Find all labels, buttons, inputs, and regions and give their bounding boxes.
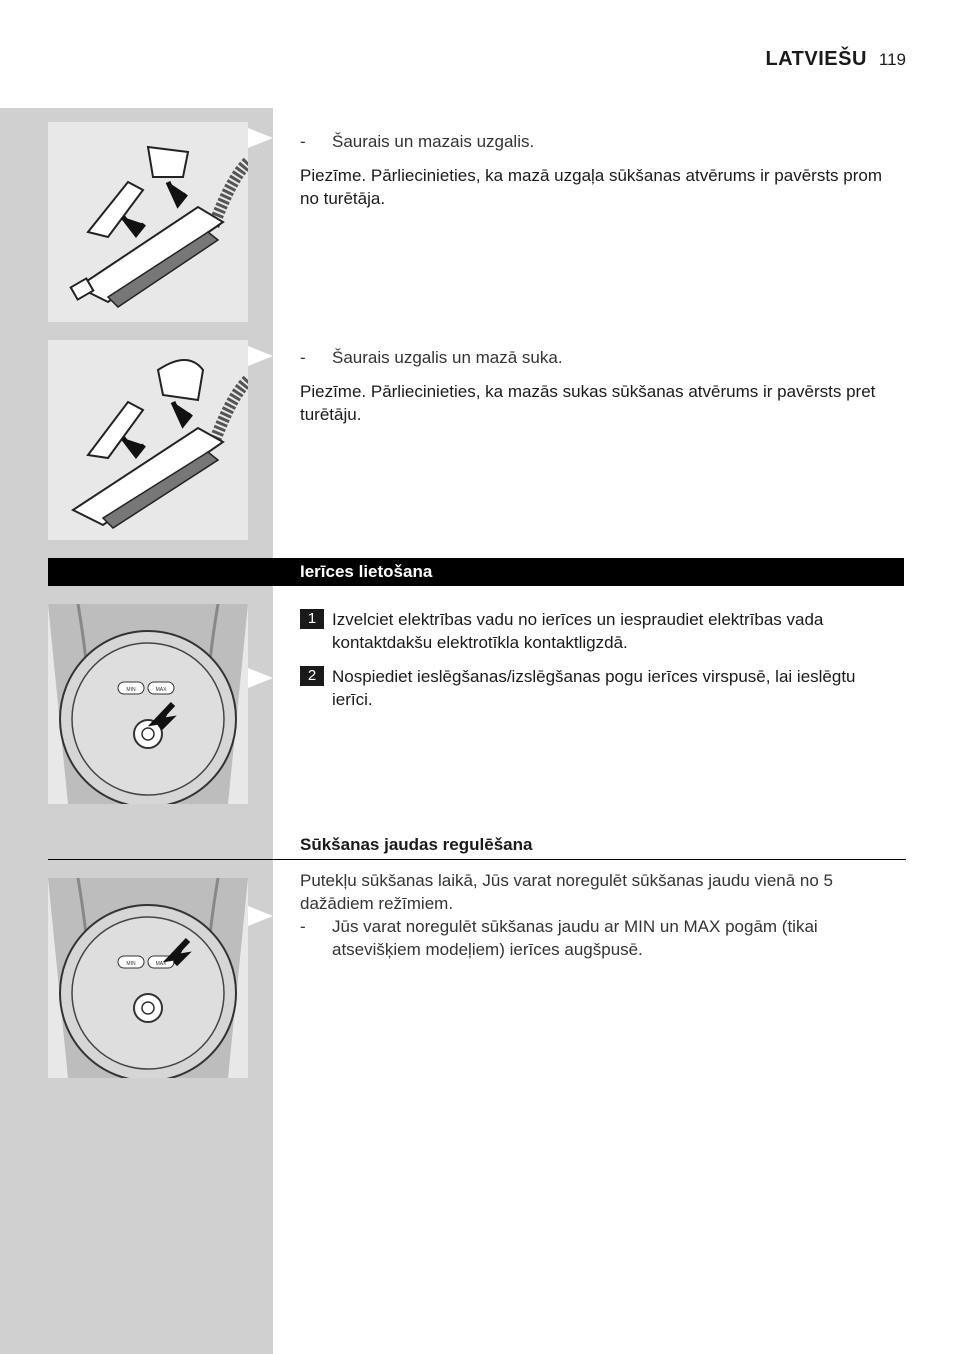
min-label: MIN — [126, 961, 136, 967]
note-text: Piezīme. Pārliecinieties, ka mazās sukas sūkšanas atvērums ir pavērsts pret turētāju. — [300, 382, 876, 424]
list-item: - Šaurais uzgalis un mazā suka. — [300, 348, 563, 367]
intro-text: Putekļu sūkšanas laikā, Jūs varat noregulēt sūkšanas jaudu vienā no 5 dažādiem režīmiem. — [300, 871, 833, 913]
power-button-illustration — [48, 604, 248, 804]
section-header-bar — [48, 558, 904, 586]
max-label: MAX — [155, 687, 167, 693]
min-label: MIN — [126, 687, 136, 693]
step-2: 2 Nospiediet ieslēgšanas/izslēgšanas pogu ierīces virspusē, lai ieslēgtu ierīci. — [300, 665, 890, 711]
brush-illustration — [48, 340, 248, 540]
language-label: LATVIEŠU — [765, 48, 867, 70]
list-item: - Šaurais un mazais uzgalis. — [300, 132, 535, 151]
figure-pointer — [248, 128, 273, 148]
section-title: Ierīces lietošana — [300, 562, 433, 581]
nozzle-illustration — [48, 122, 248, 322]
figure-pointer — [248, 906, 273, 926]
step-1: 1 Izvelciet elektrības vadu no ierīces un iespraudiet elektrības vada kontaktdakšu elektrotīkla kontaktligzdā. — [300, 608, 890, 654]
figure-pointer — [248, 346, 273, 366]
max-label: MAX — [155, 961, 167, 967]
note-text: Piezīme. Pārliecinieties, ka mazā uzgaļa sūkšanas atvērums ir pavērsts prom no turētāja. — [300, 166, 883, 208]
suction-control-illustration — [48, 878, 248, 1078]
text-block-1 — [300, 130, 890, 210]
figure-pointer — [248, 668, 273, 688]
text-block-2 — [300, 346, 890, 426]
page-number: 119 — [878, 50, 906, 69]
text-block-suction — [300, 869, 890, 961]
subsection-title: Sūkšanas jaudas regulēšana — [300, 835, 533, 854]
list-item: - Jūs varat noregulēt sūkšanas jaudu ar MIN un MAX pogām (tikai atsevišķiem modeļiem) ierīces augšpusē. — [300, 917, 818, 959]
steps-block — [300, 608, 890, 711]
divider — [48, 859, 906, 860]
page-header — [765, 48, 906, 71]
